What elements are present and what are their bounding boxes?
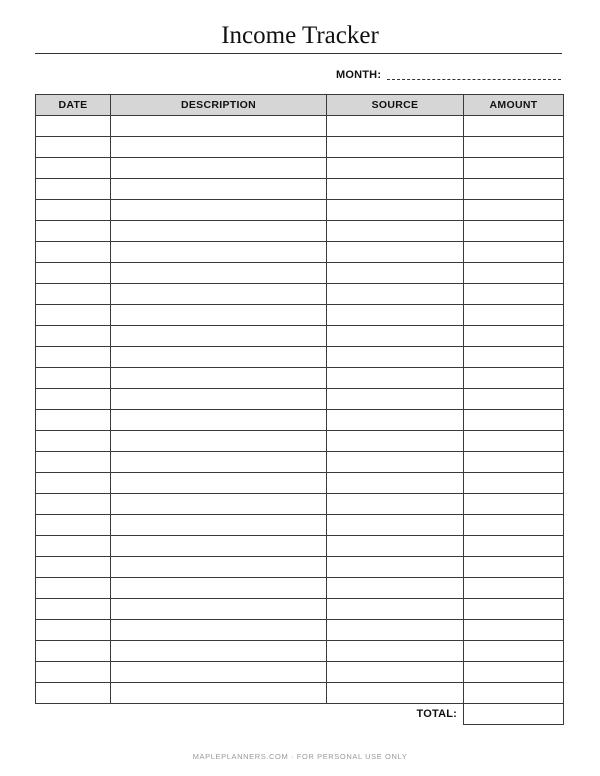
amount-cell[interactable] [464, 620, 564, 641]
date-cell[interactable] [36, 242, 111, 263]
source-cell[interactable] [327, 515, 464, 536]
total-label: TOTAL: [327, 704, 464, 725]
table-row [36, 116, 564, 137]
amount-cell[interactable] [464, 284, 564, 305]
source-cell[interactable] [327, 536, 464, 557]
table-row [36, 557, 564, 578]
table-row [36, 641, 564, 662]
description-cell[interactable] [111, 368, 327, 389]
description-cell[interactable] [111, 305, 327, 326]
table-row [36, 515, 564, 536]
table-body [36, 116, 564, 704]
description-cell[interactable] [111, 683, 327, 704]
source-cell[interactable] [327, 662, 464, 683]
income-table [35, 94, 564, 725]
table-row [36, 536, 564, 557]
date-cell[interactable] [36, 389, 111, 410]
title-divider [35, 53, 562, 54]
description-cell[interactable] [111, 116, 327, 137]
description-cell[interactable] [111, 536, 327, 557]
amount-cell[interactable] [464, 452, 564, 473]
date-cell[interactable] [36, 305, 111, 326]
total-row [36, 704, 564, 725]
table-row [36, 410, 564, 431]
table-row [36, 431, 564, 452]
table-row [36, 389, 564, 410]
month-input-line[interactable] [387, 79, 561, 80]
description-cell[interactable] [111, 620, 327, 641]
date-cell[interactable] [36, 263, 111, 284]
amount-cell[interactable] [464, 515, 564, 536]
column-header-amount: AMOUNT [464, 95, 564, 116]
source-cell[interactable] [327, 263, 464, 284]
source-cell[interactable] [327, 158, 464, 179]
source-cell[interactable] [327, 200, 464, 221]
description-cell[interactable] [111, 515, 327, 536]
footer-credit: MAPLEPLANNERS.COM · FOR PERSONAL USE ONLY [192, 752, 408, 761]
source-cell[interactable] [327, 242, 464, 263]
table-row [36, 578, 564, 599]
table-row [36, 620, 564, 641]
amount-cell[interactable] [464, 662, 564, 683]
table-row [36, 662, 564, 683]
source-cell[interactable] [327, 347, 464, 368]
source-cell[interactable] [327, 179, 464, 200]
date-cell[interactable] [36, 557, 111, 578]
date-cell[interactable] [36, 347, 111, 368]
description-cell[interactable] [111, 578, 327, 599]
amount-cell[interactable] [464, 200, 564, 221]
table-row [36, 200, 564, 221]
table-header-row [36, 95, 564, 116]
source-cell[interactable] [327, 473, 464, 494]
date-cell[interactable] [36, 620, 111, 641]
amount-cell[interactable] [464, 494, 564, 515]
date-cell[interactable] [36, 200, 111, 221]
source-cell[interactable] [327, 683, 464, 704]
date-cell[interactable] [36, 284, 111, 305]
amount-cell[interactable] [464, 263, 564, 284]
date-cell[interactable] [36, 431, 111, 452]
description-cell[interactable] [111, 389, 327, 410]
table-row [36, 137, 564, 158]
column-header-description: DESCRIPTION [111, 95, 327, 116]
amount-cell[interactable] [464, 242, 564, 263]
table-row [36, 305, 564, 326]
description-cell[interactable] [111, 326, 327, 347]
amount-cell[interactable] [464, 536, 564, 557]
amount-cell[interactable] [464, 137, 564, 158]
amount-cell[interactable] [464, 578, 564, 599]
table-row [36, 452, 564, 473]
source-cell[interactable] [327, 389, 464, 410]
date-cell[interactable] [36, 494, 111, 515]
description-cell[interactable] [111, 137, 327, 158]
source-cell[interactable] [327, 284, 464, 305]
amount-cell[interactable] [464, 410, 564, 431]
amount-cell[interactable] [464, 368, 564, 389]
date-cell[interactable] [36, 473, 111, 494]
column-header-source: SOURCE [327, 95, 464, 116]
table-row [36, 284, 564, 305]
amount-cell[interactable] [464, 158, 564, 179]
table-row [36, 347, 564, 368]
date-cell[interactable] [36, 158, 111, 179]
description-cell[interactable] [111, 221, 327, 242]
description-cell[interactable] [111, 347, 327, 368]
date-cell[interactable] [36, 599, 111, 620]
source-cell[interactable] [327, 578, 464, 599]
description-cell[interactable] [111, 494, 327, 515]
amount-cell[interactable] [464, 221, 564, 242]
table-row [36, 683, 564, 704]
source-cell[interactable] [327, 452, 464, 473]
description-cell[interactable] [111, 473, 327, 494]
amount-cell[interactable] [464, 326, 564, 347]
amount-cell[interactable] [464, 683, 564, 704]
amount-cell[interactable] [464, 473, 564, 494]
table-row [36, 221, 564, 242]
description-cell[interactable] [111, 641, 327, 662]
table-row [36, 179, 564, 200]
description-cell[interactable] [111, 599, 327, 620]
table-row [36, 599, 564, 620]
source-cell[interactable] [327, 116, 464, 137]
date-cell[interactable] [36, 683, 111, 704]
table-row [36, 158, 564, 179]
table-row [36, 326, 564, 347]
source-cell[interactable] [327, 620, 464, 641]
description-cell[interactable] [111, 662, 327, 683]
total-spacer [111, 704, 327, 725]
month-field [336, 66, 561, 82]
date-cell[interactable] [36, 179, 111, 200]
description-cell[interactable] [111, 452, 327, 473]
amount-cell[interactable] [464, 179, 564, 200]
description-cell[interactable] [111, 284, 327, 305]
amount-cell[interactable] [464, 389, 564, 410]
description-cell[interactable] [111, 410, 327, 431]
description-cell[interactable] [111, 242, 327, 263]
date-cell[interactable] [36, 515, 111, 536]
amount-cell[interactable] [464, 116, 564, 137]
table-row [36, 242, 564, 263]
source-cell[interactable] [327, 641, 464, 662]
source-cell[interactable] [327, 137, 464, 158]
page-title: Income Tracker [221, 22, 379, 49]
source-cell[interactable] [327, 221, 464, 242]
date-cell[interactable] [36, 368, 111, 389]
description-cell[interactable] [111, 158, 327, 179]
source-cell[interactable] [327, 305, 464, 326]
table-row [36, 368, 564, 389]
description-cell[interactable] [111, 263, 327, 284]
date-cell[interactable] [36, 116, 111, 137]
total-spacer [36, 704, 111, 725]
amount-cell[interactable] [464, 641, 564, 662]
date-cell[interactable] [36, 410, 111, 431]
source-cell[interactable] [327, 326, 464, 347]
date-cell[interactable] [36, 221, 111, 242]
source-cell[interactable] [327, 494, 464, 515]
date-cell[interactable] [36, 137, 111, 158]
description-cell[interactable] [111, 200, 327, 221]
date-cell[interactable] [36, 536, 111, 557]
source-cell[interactable] [327, 557, 464, 578]
amount-cell[interactable] [464, 305, 564, 326]
table-row [36, 263, 564, 284]
amount-cell[interactable] [464, 557, 564, 578]
amount-cell[interactable] [464, 599, 564, 620]
source-cell[interactable] [327, 368, 464, 389]
source-cell[interactable] [327, 410, 464, 431]
amount-cell[interactable] [464, 431, 564, 452]
column-header-date: DATE [36, 95, 111, 116]
source-cell[interactable] [327, 431, 464, 452]
table-row [36, 473, 564, 494]
description-cell[interactable] [111, 431, 327, 452]
date-cell[interactable] [36, 326, 111, 347]
date-cell[interactable] [36, 452, 111, 473]
total-amount-cell[interactable] [464, 704, 564, 725]
table-row [36, 494, 564, 515]
date-cell[interactable] [36, 662, 111, 683]
date-cell[interactable] [36, 641, 111, 662]
month-label: MONTH: [336, 69, 382, 81]
source-cell[interactable] [327, 599, 464, 620]
description-cell[interactable] [111, 179, 327, 200]
amount-cell[interactable] [464, 347, 564, 368]
date-cell[interactable] [36, 578, 111, 599]
description-cell[interactable] [111, 557, 327, 578]
